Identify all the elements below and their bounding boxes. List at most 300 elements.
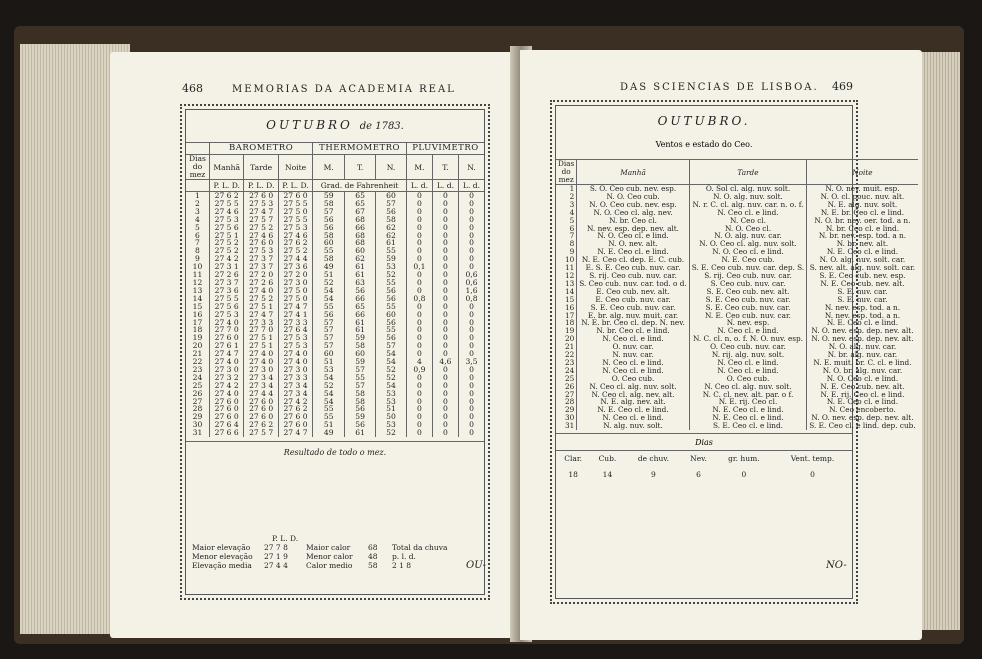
winds-cell: N. E. Ceo cl. e lind. [577,248,689,256]
winds-cell: 26 [564,381,575,391]
meteo-cell: 49 [313,429,345,437]
meteo-cell: 27 6 0 [244,192,278,200]
meteo-cell: 0,9 [406,366,432,374]
summary-row [192,561,477,570]
meteo-cell: 0 [406,279,432,287]
meteo-cell: 53 [376,421,407,429]
right-page [520,50,922,640]
meteo-cell: 27 4 1 [278,311,312,319]
meteo-cell: 0 [406,303,432,311]
dias-col-label: Clar. [564,454,583,464]
winds-cell: 9 [569,247,575,257]
units-baro-n: P. L. D. [278,180,312,192]
winds-cell: 4 [569,207,575,217]
meteo-cell: 0 [432,192,458,200]
meteo-cell: 55 [376,303,407,311]
winds-cell: N. br. nev. alt. [807,240,918,248]
meteo-cell: 0 [458,350,484,358]
meteo-table-frame [180,104,490,600]
meteo-cell: 0 [406,208,432,216]
meteo-cell: 0 [432,421,458,429]
winds-cell: 13 [564,278,575,288]
meteo-cell: 54 [313,398,345,406]
meteo-cell: 0,6 [458,279,484,287]
meteo-cell: 27 5 2 [244,295,278,303]
meteo-cell: 0 [406,232,432,240]
meteo-cell: 63 [345,279,376,287]
meteo-cell: 55 [376,247,407,255]
winds-cell: S. Ceo cub. nuv. car. tod. o d. [577,280,689,288]
meteo-cell: 0 [432,247,458,255]
dias-col-label: Nev. [690,454,707,464]
meteo-cell: 27 6 0 [209,405,244,413]
winds-cell: O. Ceo cub. nuv. car. [689,343,806,351]
meteo-cell: 67 [345,208,376,216]
meteo-cell: 27 5 1 [244,334,278,342]
meteo-cell: 18 [192,325,203,335]
winds-cell: S. Ceo cub. nuv. car. [689,280,806,288]
meteo-cell: 57 [313,334,345,342]
meteo-cell: 56 [376,334,407,342]
winds-cell: N. O. cl. pouc. nuv. alt. [807,193,918,201]
meteo-cell: 61 [345,271,376,279]
summary-heat-val: 48 [368,552,378,561]
meteo-cell: 0 [432,319,458,327]
meteo-cell: 0 [432,279,458,287]
meteo-cell: 0 [432,398,458,406]
winds-cell: E. S. E. Ceo cub. nuv. car. [577,264,689,272]
meteo-cell: 56 [376,319,407,327]
winds-row [556,422,918,430]
meteo-cell: 27 3 0 [278,279,312,287]
dias-title: Dias [695,438,713,448]
meteo-cell: 54 [376,358,407,366]
meteo-cell: 27 [192,396,203,406]
meteo-cell: 53 [376,390,407,398]
winds-cell: 20 [564,334,575,344]
summary-row [192,543,477,552]
meteo-cell: 27 5 6 [209,303,244,311]
summary-title: Resultado de todo o mez. [283,448,387,458]
summary-row [192,552,477,561]
summary-block [192,534,477,570]
meteo-cell: 65 [345,303,376,311]
meteo-cell: 60 [313,350,345,358]
meteo-cell: 54 [313,374,345,382]
meteo-cell: 57 [376,200,407,208]
meteo-cell: 27 4 7 [278,303,312,311]
winds-title: OUTUBRO. [657,114,751,128]
winds-cell: S. E. Ceo cub. nev. alt. [689,288,806,296]
meteo-cell: 60 [345,350,376,358]
meteo-cell: 0 [432,271,458,279]
meteo-cell: 57 [313,319,345,327]
winds-cell: E. Ceo cub. nev. alt. [577,288,689,296]
meteo-cell: 27 3 4 [244,382,278,390]
meteo-cell: 27 4 4 [278,255,312,263]
meteo-cell: 27 3 3 [244,319,278,327]
meteo-cell: 0 [458,390,484,398]
meteo-cell: 52 [313,382,345,390]
meteo-cell: 0,8 [406,295,432,303]
winds-cell: S. O. Ceo cub. nev. esp. [577,185,689,193]
meteo-cell: 16 [192,309,203,319]
meteo-cell: 0 [406,350,432,358]
meteo-cell: 51 [313,358,345,366]
meteo-cell: 0 [458,413,484,421]
meteo-cell: 27 5 2 [278,247,312,255]
col-pluv-n: N. [458,155,484,180]
winds-cell: N. nev. esp. [689,319,806,327]
meteo-cell: 0 [458,200,484,208]
meteo-cell: 58 [313,232,345,240]
meteo-cell: 0 [406,342,432,350]
winds-cell: N. O. alg. nuv. solt. car. [807,256,918,264]
winds-cell: 10 [564,255,575,265]
meteo-cell: 65 [345,200,376,208]
catchword-right: NO- [826,560,847,571]
winds-cell: 1 [569,184,575,193]
winds-dias-header: Dias do mez [556,160,577,185]
meteo-cell: 0 [458,208,484,216]
meteo-cell: 61 [345,429,376,437]
meteo-cell: 27 4 6 [278,232,312,240]
meteo-cell: 62 [376,224,407,232]
meteo-cell: 0 [432,295,458,303]
winds-cell: N. Ceo encoberto. [807,406,918,414]
meteo-cell: 27 5 3 [278,224,312,232]
meteo-cell: 27 3 7 [244,263,278,271]
winds-cell: N. O. nev. alt. [577,240,689,248]
winds-cell: 29 [564,405,575,415]
dias-col-value: 18 [568,470,578,480]
meteo-cell: 27 4 0 [244,350,278,358]
meteo-cell: 31 [192,428,203,438]
meteo-cell: 60 [345,247,376,255]
meteo-cell: 54 [313,295,345,303]
meteo-cell: 60 [376,192,407,200]
meteo-cell: 0 [458,326,484,334]
winds-cell: E. Ceo cub. nuv. car. [577,296,689,304]
winds-cell: 25 [564,373,575,383]
meteo-cell: 19 [192,333,203,343]
meteo-cell: 56 [376,208,407,216]
meteo-cell: 11 [192,270,203,280]
meteo-cell: 12 [192,277,203,287]
meteo-cell: 27 7 0 [244,326,278,334]
meteo-cell: 0 [406,421,432,429]
winds-cell: N. O. Ceo cl. e lind. [807,375,918,383]
meteo-cell: 56 [345,421,376,429]
meteo-cell: 59 [313,192,345,200]
meteo-cell: 52 [313,279,345,287]
winds-cell: O. Ceo cub. [577,375,689,383]
meteo-cell: 0 [406,390,432,398]
meteo-cell: 0 [458,303,484,311]
meteo-cell: 0,8 [458,295,484,303]
meteo-cell: 27 3 6 [278,263,312,271]
meteo-cell: 56 [313,224,345,232]
meteo-cell: 55 [376,279,407,287]
meteo-cell: 56 [345,405,376,413]
meteo-cell: 27 4 6 [209,208,244,216]
meteo-cell: 27 5 5 [278,200,312,208]
meteo-cell: 51 [313,271,345,279]
meteo-cell: 0 [406,239,432,247]
meteo-cell: 14 [192,293,203,303]
meteo-cell: 27 5 7 [244,216,278,224]
running-head-left: MEMORIAS DA ACADEMIA REAL [232,84,456,95]
meteo-cell: 27 5 3 [244,247,278,255]
winds-cell: N. Ceo cl. e lind. [689,359,806,367]
dias-col-value: 14 [602,470,613,480]
winds-cell: 14 [564,286,575,296]
dias-summary [556,453,852,480]
meteo-cell: 24 [192,372,203,382]
winds-cell: S. E. nuv. car. [807,288,918,296]
winds-cell: 5 [569,215,575,225]
units-pluv-n: L. d. [458,180,484,192]
meteo-cell: 28 [192,404,203,414]
meteo-cell: 27 2 6 [244,279,278,287]
meteo-cell: 27 4 0 [209,319,244,327]
meteo-cell: 56 [313,311,345,319]
winds-cell: N. O. br. nev. oer. tod. a n. [807,217,918,225]
meteo-cell: 0,6 [458,271,484,279]
winds-cell: N. nev. esp. tod. a n. [807,304,918,312]
winds-cell: 21 [564,342,575,352]
winds-cell: E. br. alg. nuv. muit. car. [577,312,689,320]
meteo-cell: 27 2 0 [244,271,278,279]
meteo-cell: 3 [195,206,200,216]
meteo-cell: 54 [313,287,345,295]
winds-subtitle: Ventos e estado do Ceo. [655,140,753,149]
meteo-cell: 58 [376,216,407,224]
winds-cell: 17 [564,310,575,320]
meteo-cell: 27 5 1 [209,232,244,240]
meteo-cell: 0 [406,374,432,382]
meteo-cell: 2 [195,198,200,208]
meteo-cell: 27 4 0 [244,287,278,295]
meteo-cell: 22 [192,357,203,367]
dias-col-value: 6 [696,470,701,480]
meteo-cell: 27 5 3 [278,334,312,342]
summary-heat-label: Menor calor [306,552,353,561]
winds-col-tarde: Tarde [689,160,806,185]
meteo-cell: 57 [345,382,376,390]
winds-cell: 8 [569,239,575,249]
winds-cell: N. E. Ceo cub. [689,256,806,264]
meteo-cell: 15 [192,301,203,311]
winds-cell: N. O. Ceo cl. alg. nuv. solt. [689,240,806,248]
meteo-cell: 0 [458,429,484,437]
meteo-cell: 0 [406,200,432,208]
meteo-cell: 0 [432,390,458,398]
col-manha: Manhã [209,155,244,180]
meteo-cell: 57 [313,208,345,216]
meteo-cell: 27 3 4 [278,390,312,398]
meteo-cell: 27 4 4 [244,390,278,398]
dias-col-label: Cub. [598,454,617,464]
meteo-cell: 0 [458,382,484,390]
winds-cell: N. E. Ceo cl. e lind. [807,319,918,327]
meteo-cell: 54 [313,390,345,398]
meteo-cell: 0 [458,342,484,350]
meteo-cell: 0 [432,326,458,334]
meteo-cell: 27 3 7 [244,255,278,263]
meteo-cell: 53 [376,398,407,406]
meteo-cell: 0 [458,421,484,429]
meteo-cell: 0 [432,413,458,421]
meteo-cell: 27 4 2 [209,255,244,263]
winds-cell: N. E. Ceo cl. e lind. [689,406,806,414]
winds-cell: N. Ceo cl. alg. nuv. solt. [689,383,806,391]
meteo-cell: 49 [313,263,345,271]
meteo-cell: 55 [313,405,345,413]
meteo-cell: 0 [432,350,458,358]
winds-cell: 11 [564,263,575,273]
meteo-cell: 0 [432,208,458,216]
meteo-cell: 0 [432,239,458,247]
meteo-cell: 27 3 0 [278,366,312,374]
meteo-cell: 27 3 7 [209,279,244,287]
meteo-cell: 55 [313,303,345,311]
meteo-cell: 27 6 0 [244,239,278,247]
meteo-cell: 0 [458,224,484,232]
winds-cell: S. nev. alt. alg. nuv. solt. car. [807,264,918,272]
meteo-cell: 27 3 3 [278,319,312,327]
meteo-cell: 0 [432,382,458,390]
meteo-cell: 52 [376,429,407,437]
units-pluv-t: L. d. [432,180,458,192]
winds-col-manha: Manhã [577,160,689,185]
winds-cell: N. br. alg. nuv. car. [807,351,918,359]
winds-cell: S. rij. Ceo cub. nuv. car. [577,272,689,280]
winds-cell: 28 [564,397,575,407]
meteo-cell: 27 4 0 [278,350,312,358]
meteo-cell: 0 [432,405,458,413]
winds-cell: N. rij. alg. nuv. solt. [689,351,806,359]
winds-table [556,159,918,430]
meteo-cell: 0 [432,366,458,374]
winds-cell: 6 [569,223,575,233]
meteo-cell: 0 [458,366,484,374]
meteo-cell: 0 [406,311,432,319]
meteo-cell: 0,1 [406,263,432,271]
meteo-cell: 30 [192,420,203,430]
meteo-cell: 27 5 3 [278,342,312,350]
meteo-cell: 27 5 3 [244,200,278,208]
col-therm-n: N. [376,155,407,180]
meteo-cell: 27 3 4 [278,382,312,390]
meteo-cell: 27 5 3 [209,216,244,224]
meteo-cell: 52 [376,374,407,382]
meteo-cell: 23 [192,364,203,374]
winds-cell: 12 [564,270,575,280]
winds-cell: N. O. Ceo cl. [689,225,806,233]
meteo-cell: 0 [406,405,432,413]
meteo-cell: 0 [458,334,484,342]
meteo-cell: 27 4 6 [244,232,278,240]
meteo-cell: 59 [376,255,407,263]
winds-cell: 3 [569,199,575,209]
meteo-cell: 55 [345,374,376,382]
winds-cell: N. O. br. alg. nuv. car. [807,367,918,375]
meteo-cell: 0 [432,287,458,295]
meteo-cell: 27 4 2 [278,398,312,406]
meteo-cell: 27 4 7 [278,429,312,437]
meteo-cell: 62 [376,232,407,240]
meteo-cell: 58 [313,200,345,208]
meteo-cell: 0 [406,334,432,342]
meteo-cell: 27 4 0 [244,358,278,366]
winds-cell: 22 [564,350,575,360]
meteo-cell: 1,6 [458,287,484,295]
meteo-cell: 0 [458,232,484,240]
winds-cell: N. O. nev. esp. dep. nev. alt. [807,414,918,422]
meteo-cell: 0 [406,398,432,406]
table-title [186,118,484,132]
meteo-cell: 27 3 0 [244,366,278,374]
meteo-cell: 52 [376,366,407,374]
meteo-cell: 17 [192,317,203,327]
summary-rain-label: p. l. d. [392,552,416,561]
meteo-cell: 0 [432,342,458,350]
meteo-cell: 27 5 7 [244,429,278,437]
col-therm-m: M. [313,155,345,180]
meteo-cell: 27 6 0 [244,398,278,406]
meteo-cell: 0 [432,429,458,437]
winds-cell: N. O. nev. esp. dep. nev. alt. [807,335,918,343]
meteo-cell: 27 4 7 [209,350,244,358]
meteo-cell: 0 [406,216,432,224]
meteo-row [186,429,484,437]
winds-cell: N. Ceo cl. e lind. [689,367,806,375]
summary-heat-val: 58 [368,561,378,570]
winds-cell: S. E. Ceo cub. nev. esp. [807,272,918,280]
meteo-cell: 0 [406,255,432,263]
meteo-cell: 0 [432,200,458,208]
meteo-cell: 8 [195,246,200,256]
meteo-cell: 27 6 4 [209,421,244,429]
winds-cell: N. O. Ceo cub. nev. esp. [577,201,689,209]
meteo-cell: 0 [432,255,458,263]
meteo-cell: 0 [458,239,484,247]
meteo-table [186,142,484,437]
winds-cell: 30 [564,413,575,423]
winds-cell: N. O. alg. nuv. car. [689,232,806,240]
winds-cell: S. E. Ceo cub. nuv. car. [577,304,689,312]
meteo-cell: 54 [376,382,407,390]
meteo-cell: 59 [345,358,376,366]
meteo-cell: 27 2 0 [278,271,312,279]
meteo-cell: 58 [345,342,376,350]
meteo-rows [186,192,484,438]
winds-cell: N. O. Ceo cl. e lind. [577,232,689,240]
meteo-cell: 27 3 3 [278,374,312,382]
meteo-cell: 27 6 0 [278,192,312,200]
meteo-cell: 61 [345,319,376,327]
winds-cell: 16 [564,302,575,312]
meteo-cell: 56 [376,295,407,303]
winds-cell: S. E. nuv. car. [807,296,918,304]
meteo-cell: 68 [345,239,376,247]
winds-cell: N. E. alg. nev. alt. [577,398,689,406]
winds-cell: N. br. Ceo cl. [577,217,689,225]
meteo-cell: 0 [432,263,458,271]
group-barometro: BAROMETRO [209,143,312,155]
meteo-cell: 27 6 2 [278,405,312,413]
